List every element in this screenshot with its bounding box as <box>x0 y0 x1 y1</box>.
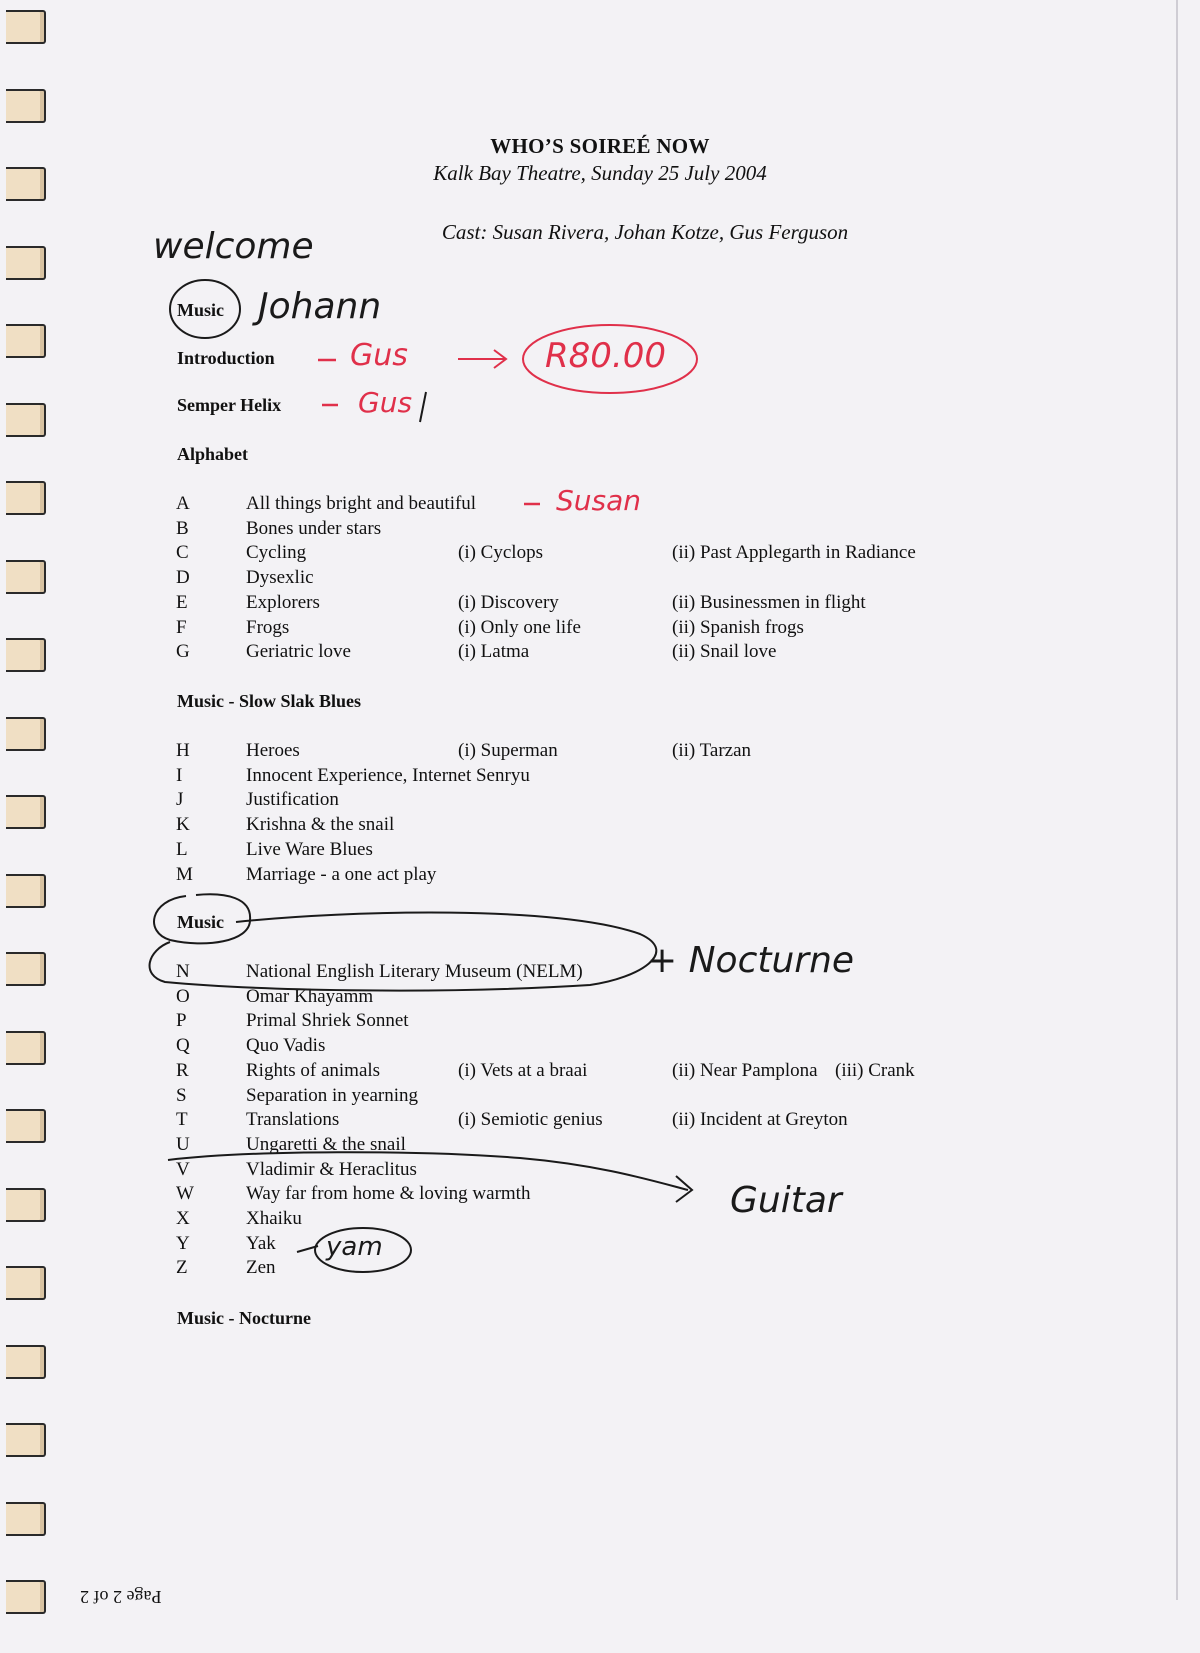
handwritten-johann: Johann <box>258 286 382 327</box>
item-letter: G <box>176 641 190 663</box>
item-title: Marriage - a one act play <box>246 863 437 885</box>
item-letter: V <box>176 1158 190 1180</box>
item-part-2: (ii) Businessmen in flight <box>672 591 866 613</box>
item-letter: A <box>176 493 190 514</box>
item-letter: E <box>176 591 188 613</box>
item-title: Explorers <box>246 591 320 613</box>
item-title: Ungaretti & the snail <box>246 1133 406 1155</box>
section-alphabet: Alphabet <box>177 444 249 464</box>
item-letter: C <box>176 542 189 564</box>
section-introduction: Introduction <box>177 348 275 368</box>
item-title: Translations <box>246 1109 340 1131</box>
item-title: Separation in yearning <box>246 1084 419 1106</box>
item-letter: T <box>176 1109 188 1131</box>
event-subtitle: Kalk Bay Theatre, Sunday 25 July 2004 <box>433 161 767 185</box>
item-title: Quo Vadis <box>246 1035 326 1057</box>
item-letter: J <box>176 789 184 811</box>
item-letter: L <box>176 838 188 860</box>
handwritten-susan: Susan <box>556 484 642 517</box>
item-letter: Y <box>176 1232 190 1254</box>
item-letter: Z <box>176 1257 188 1279</box>
item-title: Krishna & the snail <box>246 814 395 836</box>
item-part-2: (ii) Incident at Greyton <box>672 1109 848 1131</box>
item-title: All things bright and beautiful <box>246 493 477 514</box>
item-part-1: (i) Vets at a braai <box>458 1059 588 1081</box>
item-letter: W <box>176 1183 194 1205</box>
section-music: Music <box>177 300 224 320</box>
item-letter: F <box>176 616 187 638</box>
item-title: Frogs <box>246 616 290 638</box>
item-part-1: (i) Latma <box>458 641 530 663</box>
item-part-1: (i) Semiotic genius <box>458 1109 603 1131</box>
item-letter: H <box>176 740 190 761</box>
item-title: Innocent Experience, Internet Senryu <box>246 764 530 786</box>
item-part-2: (ii) Past Applegarth in Radiance <box>672 542 916 564</box>
item-title: Primal Shriek Sonnet <box>246 1010 409 1032</box>
handwritten-welcome: welcome <box>153 226 314 267</box>
item-letter: O <box>176 985 190 1007</box>
item-title: Geriatric love <box>246 641 351 663</box>
item-title: Rights of animals <box>246 1059 381 1081</box>
guitar-arrow <box>168 1152 688 1190</box>
section-music-nocturne: Music - Nocturne <box>177 1308 311 1328</box>
item-letter: U <box>176 1133 190 1155</box>
item-letter: K <box>176 814 190 836</box>
handwritten-gus-intro: Gus <box>350 338 408 373</box>
item-title: Bones under stars <box>246 517 382 539</box>
item-part-2: (ii) Tarzan <box>672 740 752 761</box>
nelm-loop <box>150 894 657 990</box>
item-part-1: (i) Only one life <box>458 616 581 638</box>
item-letter: S <box>176 1084 187 1106</box>
music-circle <box>170 280 240 338</box>
handwritten-nocturne: + Nocturne <box>647 940 855 981</box>
item-letter: X <box>176 1208 190 1229</box>
item-title: Heroes <box>246 740 300 761</box>
section-music-slow-slak-blues: Music - Slow Slak Blues <box>177 691 362 711</box>
item-part-2: (ii) Snail love <box>672 641 777 663</box>
page-title: WHO’S SOIREÉ NOW <box>490 134 710 158</box>
section-music-2: Music <box>177 912 224 932</box>
item-part-1: (i) Discovery <box>458 591 559 613</box>
cast-line: Cast: Susan Rivera, Johan Kotze, Gus Ferguson <box>441 220 849 244</box>
handwritten-price: R80.00 <box>545 336 666 376</box>
item-title: Vladimir & Heraclitus <box>246 1158 417 1180</box>
item-title: Live Ware Blues <box>246 838 373 860</box>
item-title: Way far from home & loving warmth <box>246 1183 531 1205</box>
item-letter: D <box>176 567 190 589</box>
item-title: Cycling <box>246 542 307 564</box>
item-title: Justification <box>246 789 339 811</box>
item-title: Dysexlic <box>246 567 314 589</box>
item-title: Omar Khayamm <box>246 985 374 1007</box>
handwritten-yam: yam <box>326 1232 383 1262</box>
item-title: National English Literary Museum (NELM) <box>246 961 583 982</box>
item-letter: N <box>176 961 190 982</box>
item-part-2: (ii) Spanish frogs <box>672 616 804 638</box>
item-part-2: (ii) Near Pamplona <box>672 1059 818 1081</box>
item-part-1: (i) Cyclops <box>458 542 543 564</box>
item-title: Xhaiku <box>246 1208 302 1229</box>
item-part-1: (i) Superman <box>458 740 558 761</box>
item-letter: P <box>176 1010 187 1032</box>
item-letter: R <box>176 1059 189 1081</box>
item-title: Yak <box>246 1232 276 1254</box>
item-letter: Q <box>176 1035 190 1057</box>
item-title: Zen <box>246 1257 276 1279</box>
handwritten-gus-semper: Gus <box>358 386 413 419</box>
section-semper-helix: Semper Helix <box>177 395 282 415</box>
item-letter: M <box>176 863 193 885</box>
handwritten-guitar: Guitar <box>730 1180 842 1221</box>
item-part-3: (iii) Crank <box>835 1059 915 1081</box>
item-letter: I <box>176 764 183 786</box>
item-letter: B <box>176 517 189 539</box>
page-footer: Page 2 of 2 <box>80 1587 162 1607</box>
